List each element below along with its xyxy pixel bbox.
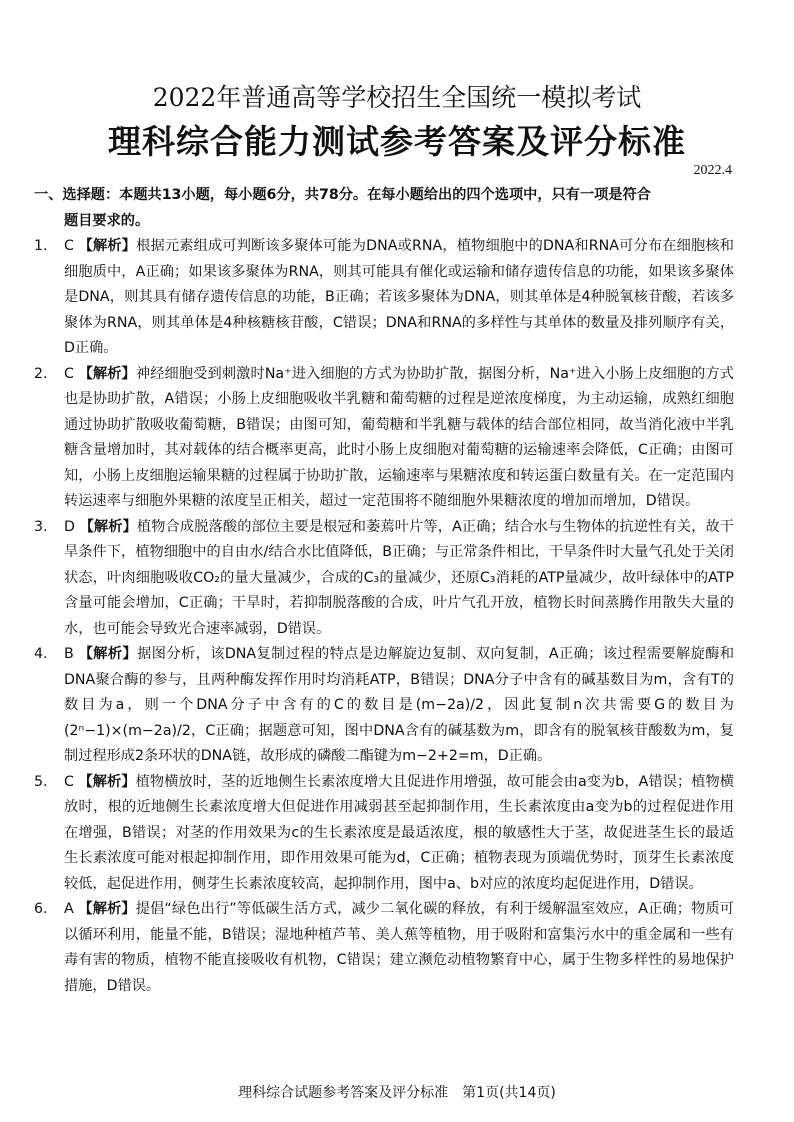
question-answer: B: [64, 646, 74, 662]
question-number: 2.: [34, 365, 48, 382]
question-answer: C: [64, 238, 74, 254]
analysis-text: 植物合成脱落酸的部位主要是根冠和萎蔫叶片等，A正确；结合水与生物体的抗逆性有关，故干旱条件下，植物细胞中的自由水/结合水比值降低，B正确；与正常条件相比，干旱条件时大量气孔处于关闭状态，叶肉细胞吸收CO₂的量大量减少，合成的C₃的量减少，还原C₃消耗的ATP量减少，故叶绿体中的ATP含量可能会增加，C正确；干旱时，若抑制脱落酸的合成，叶片气孔开放，植物长时间蒸腾作用散失大量的水，也可能会导致光合速率减弱，D错误。: [64, 518, 734, 637]
question-number: 6.: [34, 901, 48, 917]
analysis-text: 根据元素组成可判断该多聚体可能为DNA或RNA，植物细胞中的DNA和RNA可分布在细胞核和细胞质中，A正确；如果该多聚体为RNA，则其可能具有催化或运输和储存遗传信息的功能，如果该多聚体是DNA，则其具有储存遗传信息的功能，B正确；若该多聚体为DNA，则其单体是4种脱氧核苷酸，若该多聚体为RNA，则其单体是4种核糖核苷酸，C错误；DNA和RNA的多样性与其单体的数量及排列顺序有关，D正确。: [64, 238, 734, 356]
question-number: 3.: [34, 518, 48, 535]
analysis-tag: 【解析】: [79, 518, 137, 535]
analysis-tag: 【解析】: [78, 773, 136, 790]
page-footer: 理科综合试题参考答案及评分标准 第1页(共14页): [238, 1085, 556, 1101]
question-item: [34, 362, 734, 515]
section-heading-line1: 一、选择题：本题共13小题，每小题6分，共78分。在每小题给出的四个选项中，只有一项是符合: [34, 187, 651, 203]
analysis-text: 神经细胞受到刺激时Na⁺进入细胞的方式为协助扩散，据图分析，Na⁺进入小肠上皮细胞的方式也是协助扩散，A错误；小肠上皮细胞吸收半乳糖和葡萄糖的过程是逆浓度梯度，为主动运输，成熟红细胞通过协助扩散吸收葡萄糖，B错误；由图可知，葡萄糖和半乳糖与载体的结合部位相同，故当消化液中半乳糖含量增加时，其对载体的结合概率更高，此时小肠上皮细胞对葡萄糖的运输速率会降低，C正确；由图可知，小肠上皮细胞运输果糖的过程属于协助扩散，运输速率与果糖浓度和转运蛋白数量有关。在一定范围内转运速率与细胞外果糖的浓度呈正相关，超过一定范围将不随细胞外果糖浓度的增加而增加，D错误。: [64, 365, 734, 509]
document-date: 2022.4: [693, 163, 732, 178]
exam-title: 2022年普通高等学校招生全国统一模拟考试: [152, 83, 642, 112]
analysis-tag: 【解析】: [78, 238, 137, 254]
question-answer: D: [64, 518, 75, 535]
question-item: [34, 770, 734, 898]
question-item: [34, 897, 734, 999]
question-answer: C: [64, 365, 74, 382]
analysis-tag: 【解析】: [78, 646, 138, 662]
document-subtitle: 理科综合能力测试参考答案及评分标准: [108, 122, 686, 161]
analysis-text: 植物横放时，茎的近地侧生长素浓度增大且促进作用增强，故可能会由a变为b，A错误；植物横放时，根的近地侧生长素浓度增大但促进作用减弱甚至起抑制作用，生长素浓度由a变为b的过程促进作用在增强，B错误；对茎的作用效果为c的生长素浓度是最适浓度，根的敏感性大于茎，故促进茎生长的最适生长素浓度可能对根起抑制作用，即作用效果可能为d，C正确；植物表现为顶端优势时，顶芽生长素浓度较低，起促进作用，侧芽生长素浓度较高，起抑制作用，图中a、b对应的浓度均起促进作用，D错误。: [64, 773, 734, 892]
content-body: [34, 183, 734, 999]
question-number: 5.: [34, 773, 48, 790]
question-item: [34, 234, 734, 362]
question-number: 1.: [34, 238, 48, 254]
analysis-tag: 【解析】: [78, 365, 136, 382]
question-answer: A: [64, 901, 74, 917]
analysis-text: 提倡“绿色出行”等低碳生活方式，减少二氧化碳的释放，有利于缓解温室效应，A正确；物质可以循环利用，能量不能，B错误；湿地种植芦苇、美人蕉等植物，用于吸附和富集污水中的重金属和一些有毒有害的物质，植物不能直接吸收有机物，C错误；建立濒危动植物繁育中心，属于生物多样性的易地保护措施，D错误。: [64, 901, 734, 994]
analysis-text: 据图分析，该DNA复制过程的特点是边解旋边复制、双向复制，A正确；该过程需要解旋酶和DNA聚合酶的参与，且两种酶发挥作用时均消耗ATP，B错误；DNA分子中含有的碱基数目为m，含有T的数目为a，则一个DNA分子中含有的C的数目是(m−2a)/2，因此复制n次共需要G的数目为(2ⁿ−1)×(m−2a)/2，C正确；据题意可知，图中DNA含有的碱基数为m，即含有的脱氧核苷酸数为m，复制过程形成2条环状的DNA链，故形成的磷酸二酯键为m−2+2=m，D正确。: [64, 646, 735, 764]
section-heading: [34, 183, 734, 234]
section-heading-line2: 题目要求的。: [64, 212, 150, 229]
question-item: [34, 642, 734, 770]
question-item: [34, 515, 734, 643]
analysis-tag: 【解析】: [78, 901, 136, 917]
question-answer: C: [64, 773, 74, 790]
question-number: 4.: [34, 646, 48, 662]
